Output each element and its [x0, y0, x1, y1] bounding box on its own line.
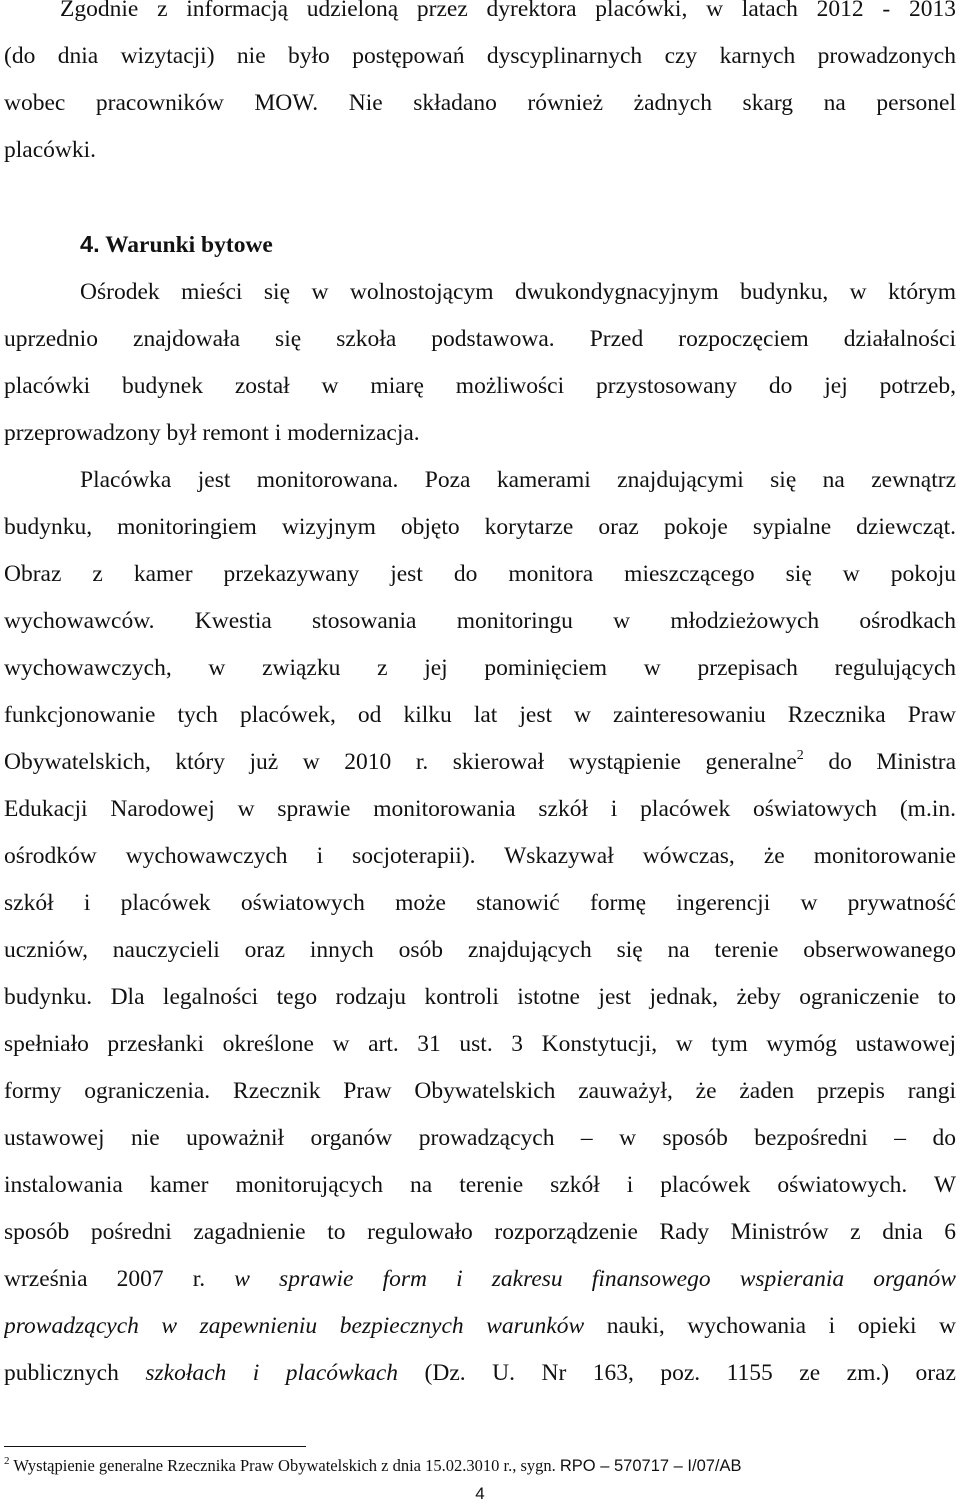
paragraph-line: wychowawców. Kwestia stosowania monitoringu w młodzieżowych ośrodkach: [4, 608, 956, 634]
paragraph-line: Edukacji Narodowej w sprawie monitorowania szkół i placówek oświatowych (m.in.: [4, 796, 956, 822]
paragraph-line: uprzednio znajdowała się szkoła podstawowa. Przed rozpoczęciem działalności: [4, 326, 956, 352]
text-run: nauki, wychowania i opieki w: [584, 1313, 956, 1339]
paragraph-line: wychowawczych, w związku z jej pominięciem w przepisach regulujących: [4, 655, 956, 681]
text-run: do Ministra: [803, 749, 956, 775]
paragraph-line: placówki budynek został w miarę możliwości przystosowany do jej potrzeb,: [4, 373, 956, 399]
paragraph-line: przeprowadzony był remont i modernizacja.: [4, 420, 420, 446]
italic-title-run: w sprawie form i zakresu finansowego wspierania organów: [234, 1266, 956, 1292]
footnote-separator: [4, 1446, 306, 1447]
text-run: Zgodnie z informacją udzieloną przez dyrektora placówki, w latach 2012 - 2013: [60, 0, 956, 22]
paragraph-line: budynku, monitoringiem wizyjnym objęto korytarze oraz pokoje sypialne dziewcząt.: [4, 514, 956, 540]
text-run: (Dz. U. Nr 163, poz. 1155 ze zm.) oraz: [398, 1360, 956, 1386]
footnote-marker: 2: [4, 1455, 10, 1467]
paragraph-line: (do dnia wizytacji) nie było postępowań dyscyplinarnych czy karnych prowadzonych: [4, 43, 956, 69]
paragraph-line: spełniało przesłanki określone w art. 31 ust. 3 Konstytucji, w tym wymóg ustawowej: [4, 1031, 956, 1057]
paragraph-line: Obraz z kamer przekazywany jest do monitora mieszczącego się w pokoju: [4, 561, 956, 587]
paragraph-line: ośrodków wychowawczych i socjoterapii). Wskazywał wówczas, że monitorowanie: [4, 843, 956, 869]
page-number: 4: [475, 1484, 485, 1503]
paragraph-line: budynku. Dla legalności tego rodzaju kontroli istotne jest jednak, żeby ograniczenie to: [4, 984, 956, 1010]
section-heading: [80, 229, 680, 259]
paragraph-line: [4, 1358, 956, 1388]
paragraph-line: placówki.: [4, 137, 97, 163]
paragraph-line: [4, 0, 956, 24]
italic-title-run: szkołach i placówkach: [145, 1360, 399, 1386]
paragraph-line: [4, 747, 956, 777]
paragraph-line: sposób pośredni zagadnienie to regulowało rozporządzenie Rady Ministrów z dnia 6: [4, 1219, 956, 1245]
paragraph-line: [4, 1311, 956, 1341]
footnote-text: Wystąpienie generalne Rzecznika Praw Obywatelskich z dnia 15.02.3010 r., sygn.: [9, 1456, 560, 1475]
text-run: publicznych: [4, 1360, 146, 1386]
paragraph-line: formy ograniczenia. Rzecznik Praw Obywatelskich zauważył, że żaden przepis rangi: [4, 1078, 956, 1104]
paragraph-line: Placówka jest monitorowana. Poza kamerami znajdującymi się na zewnątrz: [80, 467, 956, 493]
footnote-reference[interactable]: 2: [796, 748, 804, 763]
section-title: Warunki bytowe: [105, 232, 273, 258]
footnote-reference-number: RPO – 570717 – I/07/AB: [559, 1457, 742, 1475]
footnote: [4, 1455, 956, 1477]
italic-title-run: prowadzących w zapewnieniu bezpiecznych warunków: [4, 1313, 585, 1339]
paragraph-line: [4, 1264, 956, 1294]
section-number: 4.: [80, 231, 100, 257]
text-run: Obywatelskich, który już w 2010 r. skierował wystąpienie generalne: [4, 749, 797, 775]
paragraph-line: funkcjonowanie tych placówek, od kilku lat jest w zainteresowaniu Rzecznika Praw: [4, 702, 956, 728]
paragraph-line: Ośrodek mieści się w wolnostojącym dwukondygnacyjnym budynku, w którym: [80, 279, 956, 305]
paragraph-line: ustawowej nie upoważnił organów prowadzących – w sposób bezpośredni – do: [4, 1125, 956, 1151]
paragraph-line: wobec pracowników MOW. Nie składano również żadnych skarg na personel: [4, 90, 956, 116]
paragraph-line: uczniów, nauczycieli oraz innych osób znajdujących się na terenie obserwowanego: [4, 937, 956, 963]
paragraph-line: szkół i placówek oświatowych może stanowić formę ingerencji w prywatność: [4, 890, 956, 916]
paragraph-line: instalowania kamer monitorujących na terenie szkół i placówek oświatowych. W: [4, 1172, 956, 1198]
text-run: września 2007 r.: [4, 1266, 235, 1292]
